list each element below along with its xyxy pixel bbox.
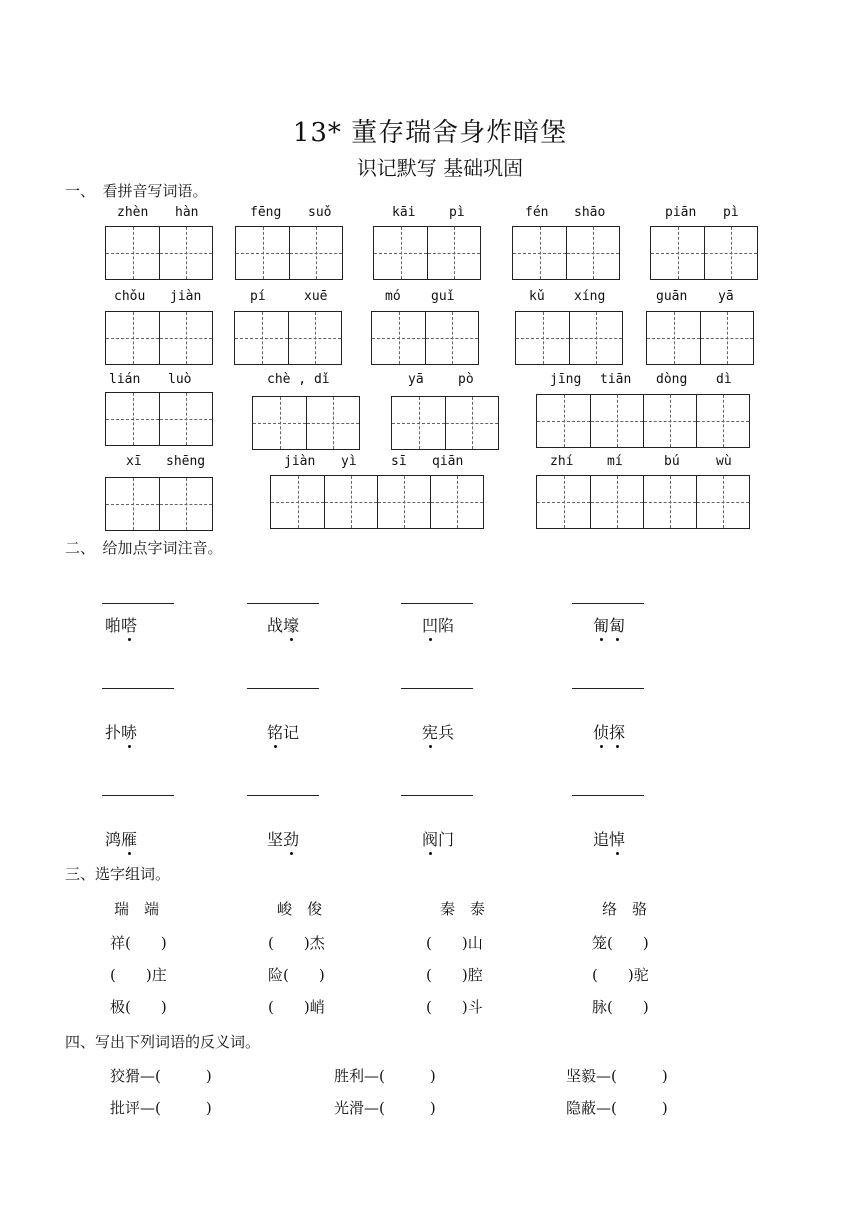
answer-line[interactable] <box>102 795 174 796</box>
pinyin: fén <box>525 205 549 220</box>
answer-line[interactable] <box>102 688 174 689</box>
fill-item[interactable]: ( )驼 <box>592 966 649 984</box>
fill-item[interactable]: ( )杰 <box>268 934 325 952</box>
pinyin: jiàn <box>284 454 316 469</box>
writing-grid[interactable] <box>536 394 750 448</box>
writing-grid[interactable] <box>235 226 343 280</box>
answer-line[interactable] <box>247 688 319 689</box>
pinyin: luò <box>168 372 192 387</box>
writing-grid[interactable] <box>646 311 754 365</box>
word: 扑哧 <box>105 720 137 743</box>
pinyin: chè , dǐ <box>267 372 330 387</box>
fill-item[interactable]: ( )山 <box>426 934 483 952</box>
fill-item[interactable]: ( )斗 <box>426 998 483 1016</box>
writing-grid[interactable] <box>373 226 481 280</box>
pinyin: shāo <box>574 205 606 220</box>
pinyin: zhèn <box>117 205 149 220</box>
pinyin: kǔ <box>529 289 545 304</box>
pinyin: bú <box>664 454 680 469</box>
answer-line[interactable] <box>401 688 473 689</box>
pinyin: shēng <box>166 454 206 469</box>
pinyin: piān <box>665 205 697 220</box>
section2-heading: 二、 给加点字词注音。 <box>65 539 223 557</box>
word: 啪嗒 <box>105 613 137 636</box>
antonym-item[interactable]: 坚毅—( ) <box>566 1067 668 1085</box>
char-pair: 络 骆 <box>602 900 648 918</box>
writing-grid[interactable] <box>252 396 360 450</box>
pinyin: qiān <box>432 454 464 469</box>
writing-grid[interactable] <box>536 475 750 529</box>
answer-line[interactable] <box>572 688 644 689</box>
pinyin: jīng <box>550 372 582 387</box>
pinyin: sī <box>391 454 407 469</box>
antonym-item[interactable]: 狡猾—( ) <box>110 1067 212 1085</box>
answer-line[interactable] <box>401 795 473 796</box>
fill-item[interactable]: ( )庄 <box>110 966 167 984</box>
answer-line[interactable] <box>572 795 644 796</box>
pinyin: xuē <box>304 289 328 304</box>
answer-line[interactable] <box>572 603 644 604</box>
pinyin: pí <box>250 289 266 304</box>
word: 坚劲 <box>267 827 299 850</box>
word: 侦探 <box>593 720 625 743</box>
pinyin: yā <box>408 372 424 387</box>
pinyin: yì <box>341 454 357 469</box>
pinyin: suǒ <box>308 205 332 220</box>
word: 宪兵 <box>422 720 454 743</box>
pinyin: mí <box>607 454 623 469</box>
fill-item[interactable]: 祥( ) <box>110 934 167 952</box>
char-pair: 峻 俊 <box>277 900 323 918</box>
word: 铭记 <box>267 720 299 743</box>
antonym-item[interactable]: 光滑—( ) <box>334 1099 436 1117</box>
pinyin: hàn <box>175 205 199 220</box>
section3-heading: 三、选字组词。 <box>65 865 171 883</box>
antonym-item[interactable]: 批评—( ) <box>110 1099 212 1117</box>
pinyin: dòng <box>656 372 688 387</box>
word: 追悼 <box>593 827 625 850</box>
fill-item[interactable]: ( )腔 <box>426 966 483 984</box>
pinyin: yā <box>718 289 734 304</box>
writing-grid[interactable] <box>391 396 499 450</box>
antonym-item[interactable]: 胜利—( ) <box>334 1067 436 1085</box>
pinyin: pì <box>723 205 739 220</box>
fill-item[interactable]: ( )峭 <box>268 998 325 1016</box>
antonym-item[interactable]: 隐蔽—( ) <box>566 1099 668 1117</box>
word: 阀门 <box>422 827 454 850</box>
char-pair: 瑞 端 <box>114 900 160 918</box>
writing-grid[interactable] <box>234 311 342 365</box>
answer-line[interactable] <box>401 603 473 604</box>
word: 凹陷 <box>422 613 454 636</box>
writing-grid[interactable] <box>105 477 213 531</box>
fill-item[interactable]: 脉( ) <box>592 998 649 1016</box>
answer-line[interactable] <box>247 603 319 604</box>
writing-grid[interactable] <box>105 311 213 365</box>
pinyin: xíng <box>574 289 606 304</box>
pinyin: guǐ <box>431 289 455 304</box>
pinyin: dì <box>716 372 732 387</box>
writing-grid[interactable] <box>512 226 620 280</box>
page-subtitle: 识记默写 基础巩固 <box>356 156 524 180</box>
writing-grid[interactable] <box>515 311 623 365</box>
fill-item[interactable]: 险( ) <box>268 966 325 984</box>
word: 战壕 <box>267 613 299 636</box>
writing-grid[interactable] <box>105 226 213 280</box>
pinyin: pò <box>458 372 474 387</box>
char-pair: 秦 泰 <box>440 900 486 918</box>
word: 鸿雁 <box>105 827 137 850</box>
answer-line[interactable] <box>247 795 319 796</box>
pinyin: xī <box>126 454 142 469</box>
pinyin: guān <box>656 289 688 304</box>
pinyin: jiàn <box>170 289 202 304</box>
pinyin: zhí <box>550 454 574 469</box>
section1-heading: 一、 看拼音写词语。 <box>65 182 208 200</box>
writing-grid[interactable] <box>105 392 213 446</box>
fill-item[interactable]: 笼( ) <box>592 934 649 952</box>
writing-grid[interactable] <box>650 226 758 280</box>
pinyin: mó <box>385 289 401 304</box>
pinyin: lián <box>109 372 141 387</box>
pinyin: kāi <box>392 205 416 220</box>
answer-line[interactable] <box>102 603 174 604</box>
writing-grid[interactable] <box>371 311 479 365</box>
pinyin: wù <box>716 454 732 469</box>
pinyin: pì <box>449 205 465 220</box>
pinyin: tiān <box>600 372 632 387</box>
page-title: 13* 董存瑞舍身炸暗堡 <box>292 118 568 148</box>
word: 匍匐 <box>593 613 625 636</box>
fill-item[interactable]: 极( ) <box>110 998 167 1016</box>
section4-heading: 四、写出下列词语的反义词。 <box>65 1033 261 1051</box>
writing-grid[interactable] <box>270 475 484 529</box>
pinyin: fēng <box>250 205 282 220</box>
pinyin: chǒu <box>114 289 146 304</box>
